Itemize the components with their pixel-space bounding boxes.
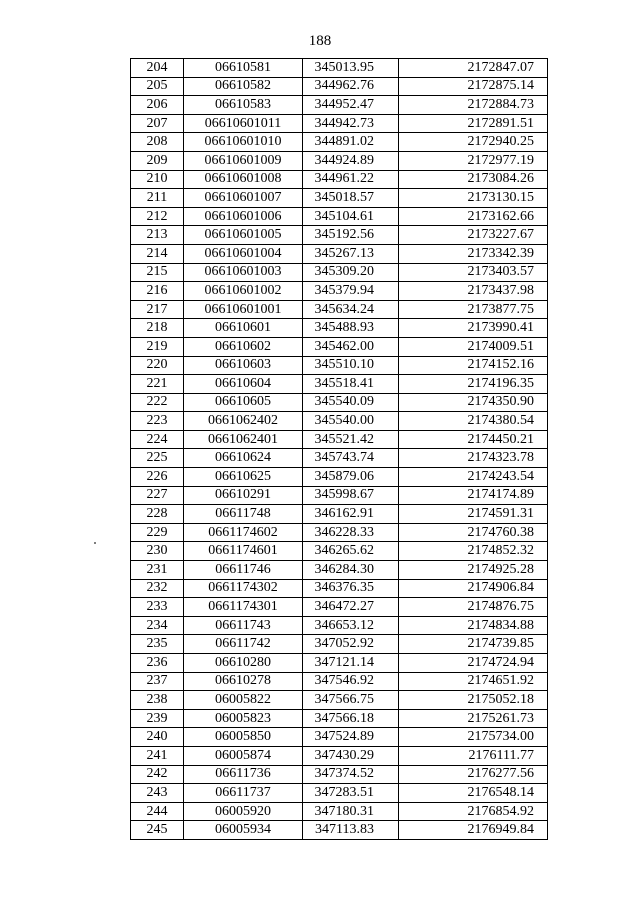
point-id-cell: 06610601011: [184, 114, 303, 133]
table-body: [131, 59, 548, 840]
point-number-cell: 233: [131, 598, 184, 617]
y-coordinate-cell: 2174852.32: [399, 542, 548, 561]
y-coordinate-cell: 2174380.54: [399, 412, 548, 431]
y-coordinate-cell: 2174591.31: [399, 505, 548, 524]
point-id-cell: 06610582: [184, 77, 303, 96]
point-number-cell: 234: [131, 616, 184, 635]
point-id-cell: 0661174601: [184, 542, 303, 561]
y-coordinate-cell: 2172847.07: [399, 59, 548, 78]
y-coordinate-cell: 2174196.35: [399, 375, 548, 394]
point-number-cell: 209: [131, 151, 184, 170]
point-number-cell: 213: [131, 226, 184, 245]
table-row: [131, 616, 548, 635]
table-row: [131, 709, 548, 728]
point-number-cell: 236: [131, 654, 184, 673]
table-row: [131, 821, 548, 840]
y-coordinate-cell: 2173227.67: [399, 226, 548, 245]
table-row: [131, 561, 548, 580]
table-row: [131, 114, 548, 133]
point-id-cell: 06611742: [184, 635, 303, 654]
table-row: [131, 672, 548, 691]
x-coordinate-cell: 347113.83: [303, 821, 399, 840]
table-row: [131, 263, 548, 282]
y-coordinate-cell: 2173403.57: [399, 263, 548, 282]
table-row: [131, 523, 548, 542]
y-coordinate-cell: 2176548.14: [399, 784, 548, 803]
x-coordinate-cell: 347121.14: [303, 654, 399, 673]
y-coordinate-cell: 2174152.16: [399, 356, 548, 375]
table-row: [131, 430, 548, 449]
page-number: 188: [308, 33, 332, 49]
x-coordinate-cell: 347430.29: [303, 746, 399, 765]
table-row: [131, 337, 548, 356]
point-id-cell: 06610581: [184, 59, 303, 78]
point-number-cell: 245: [131, 821, 184, 840]
y-coordinate-cell: 2174174.89: [399, 486, 548, 505]
table-row: [131, 170, 548, 189]
table-row: [131, 393, 548, 412]
table-row: [131, 802, 548, 821]
y-coordinate-cell: 2174760.38: [399, 523, 548, 542]
table-row: [131, 486, 548, 505]
point-number-cell: 211: [131, 189, 184, 208]
point-id-cell: 06610601007: [184, 189, 303, 208]
y-coordinate-cell: 2174724.94: [399, 654, 548, 673]
point-number-cell: 240: [131, 728, 184, 747]
y-coordinate-cell: 2174925.28: [399, 561, 548, 580]
table-row: [131, 77, 548, 96]
point-id-cell: 06611743: [184, 616, 303, 635]
x-coordinate-cell: 345998.67: [303, 486, 399, 505]
table-row: [131, 542, 548, 561]
table-row: [131, 765, 548, 784]
point-id-cell: 0661174302: [184, 579, 303, 598]
point-number-cell: 221: [131, 375, 184, 394]
y-coordinate-cell: 2175052.18: [399, 691, 548, 710]
table-row: [131, 635, 548, 654]
y-coordinate-cell: 2173084.26: [399, 170, 548, 189]
point-id-cell: 06610601003: [184, 263, 303, 282]
point-id-cell: 06610601005: [184, 226, 303, 245]
point-id-cell: 06610601004: [184, 244, 303, 263]
point-number-cell: 220: [131, 356, 184, 375]
x-coordinate-cell: 344942.73: [303, 114, 399, 133]
point-id-cell: 06610601001: [184, 300, 303, 319]
x-coordinate-cell: 346265.62: [303, 542, 399, 561]
table-row: [131, 151, 548, 170]
point-id-cell: 06610278: [184, 672, 303, 691]
x-coordinate-cell: 345879.06: [303, 468, 399, 487]
y-coordinate-cell: 2175734.00: [399, 728, 548, 747]
x-coordinate-cell: 345462.00: [303, 337, 399, 356]
point-number-cell: 228: [131, 505, 184, 524]
table-row: [131, 654, 548, 673]
x-coordinate-cell: 345267.13: [303, 244, 399, 263]
point-number-cell: 237: [131, 672, 184, 691]
point-number-cell: 225: [131, 449, 184, 468]
point-number-cell: 232: [131, 579, 184, 598]
point-id-cell: 06611746: [184, 561, 303, 580]
x-coordinate-cell: 345634.24: [303, 300, 399, 319]
table-row: [131, 356, 548, 375]
point-id-cell: 06610601002: [184, 282, 303, 301]
y-coordinate-cell: 2176949.84: [399, 821, 548, 840]
point-number-cell: 224: [131, 430, 184, 449]
x-coordinate-cell: 347546.92: [303, 672, 399, 691]
point-number-cell: 212: [131, 207, 184, 226]
y-coordinate-cell: 2174906.84: [399, 579, 548, 598]
table-row: [131, 784, 548, 803]
point-number-cell: 243: [131, 784, 184, 803]
x-coordinate-cell: 345510.10: [303, 356, 399, 375]
point-id-cell: 06610601008: [184, 170, 303, 189]
point-id-cell: 0661174301: [184, 598, 303, 617]
point-id-cell: 06005874: [184, 746, 303, 765]
point-id-cell: 06005934: [184, 821, 303, 840]
y-coordinate-cell: 2174739.85: [399, 635, 548, 654]
table-row: [131, 226, 548, 245]
point-id-cell: 06005920: [184, 802, 303, 821]
point-number-cell: 242: [131, 765, 184, 784]
x-coordinate-cell: 347052.92: [303, 635, 399, 654]
point-id-cell: 06610603: [184, 356, 303, 375]
y-coordinate-cell: 2174243.54: [399, 468, 548, 487]
y-coordinate-cell: 2174009.51: [399, 337, 548, 356]
point-id-cell: 06610583: [184, 96, 303, 115]
point-number-cell: 205: [131, 77, 184, 96]
point-id-cell: 0661174602: [184, 523, 303, 542]
point-number-cell: 217: [131, 300, 184, 319]
coordinate-table: [130, 58, 548, 840]
point-id-cell: 06611748: [184, 505, 303, 524]
y-coordinate-cell: 2176111.77: [399, 746, 548, 765]
point-id-cell: 06610602: [184, 337, 303, 356]
point-id-cell: 06611736: [184, 765, 303, 784]
point-number-cell: 229: [131, 523, 184, 542]
point-id-cell: 06610280: [184, 654, 303, 673]
table-row: [131, 468, 548, 487]
point-id-cell: 0661062402: [184, 412, 303, 431]
point-number-cell: 226: [131, 468, 184, 487]
x-coordinate-cell: 344952.47: [303, 96, 399, 115]
table-row: [131, 133, 548, 152]
table-row: [131, 244, 548, 263]
point-number-cell: 235: [131, 635, 184, 654]
point-id-cell: 06005823: [184, 709, 303, 728]
x-coordinate-cell: 345379.94: [303, 282, 399, 301]
x-coordinate-cell: 347566.75: [303, 691, 399, 710]
point-id-cell: 06610625: [184, 468, 303, 487]
x-coordinate-cell: 346653.12: [303, 616, 399, 635]
table-row: [131, 728, 548, 747]
table-row: [131, 449, 548, 468]
point-number-cell: 223: [131, 412, 184, 431]
stray-mark: [94, 542, 96, 544]
y-coordinate-cell: 2174876.75: [399, 598, 548, 617]
y-coordinate-cell: 2173877.75: [399, 300, 548, 319]
point-number-cell: 219: [131, 337, 184, 356]
point-number-cell: 241: [131, 746, 184, 765]
point-number-cell: 210: [131, 170, 184, 189]
table-row: [131, 691, 548, 710]
x-coordinate-cell: 345192.56: [303, 226, 399, 245]
x-coordinate-cell: 345309.20: [303, 263, 399, 282]
y-coordinate-cell: 2173130.15: [399, 189, 548, 208]
point-id-cell: 06610601009: [184, 151, 303, 170]
table-row: [131, 96, 548, 115]
point-number-cell: 227: [131, 486, 184, 505]
table-row: [131, 319, 548, 338]
y-coordinate-cell: 2174651.92: [399, 672, 548, 691]
point-id-cell: 06610624: [184, 449, 303, 468]
point-number-cell: 244: [131, 802, 184, 821]
y-coordinate-cell: 2173162.66: [399, 207, 548, 226]
y-coordinate-cell: 2176854.92: [399, 802, 548, 821]
x-coordinate-cell: 344962.76: [303, 77, 399, 96]
table-row: [131, 412, 548, 431]
point-number-cell: 208: [131, 133, 184, 152]
y-coordinate-cell: 2172940.25: [399, 133, 548, 152]
x-coordinate-cell: 345540.00: [303, 412, 399, 431]
x-coordinate-cell: 346228.33: [303, 523, 399, 542]
y-coordinate-cell: 2172977.19: [399, 151, 548, 170]
point-number-cell: 206: [131, 96, 184, 115]
x-coordinate-cell: 346472.27: [303, 598, 399, 617]
x-coordinate-cell: 347374.52: [303, 765, 399, 784]
point-number-cell: 214: [131, 244, 184, 263]
x-coordinate-cell: 345540.09: [303, 393, 399, 412]
point-number-cell: 216: [131, 282, 184, 301]
x-coordinate-cell: 345518.41: [303, 375, 399, 394]
point-id-cell: 06610601010: [184, 133, 303, 152]
y-coordinate-cell: 2175261.73: [399, 709, 548, 728]
y-coordinate-cell: 2173342.39: [399, 244, 548, 263]
point-id-cell: 06005822: [184, 691, 303, 710]
x-coordinate-cell: 345743.74: [303, 449, 399, 468]
table-row: [131, 375, 548, 394]
x-coordinate-cell: 346376.35: [303, 579, 399, 598]
point-number-cell: 204: [131, 59, 184, 78]
point-id-cell: 06610601006: [184, 207, 303, 226]
y-coordinate-cell: 2176277.56: [399, 765, 548, 784]
x-coordinate-cell: 344924.89: [303, 151, 399, 170]
y-coordinate-cell: 2172891.51: [399, 114, 548, 133]
point-id-cell: 0661062401: [184, 430, 303, 449]
x-coordinate-cell: 345488.93: [303, 319, 399, 338]
table-row: [131, 189, 548, 208]
point-id-cell: 06610291: [184, 486, 303, 505]
table-row: [131, 746, 548, 765]
y-coordinate-cell: 2172884.73: [399, 96, 548, 115]
y-coordinate-cell: 2174323.78: [399, 449, 548, 468]
table-row: [131, 579, 548, 598]
x-coordinate-cell: 346162.91: [303, 505, 399, 524]
x-coordinate-cell: 347283.51: [303, 784, 399, 803]
table-row: [131, 282, 548, 301]
point-number-cell: 218: [131, 319, 184, 338]
y-coordinate-cell: 2173990.41: [399, 319, 548, 338]
y-coordinate-cell: 2174350.90: [399, 393, 548, 412]
table-row: [131, 300, 548, 319]
point-id-cell: 06611737: [184, 784, 303, 803]
x-coordinate-cell: 347566.18: [303, 709, 399, 728]
point-id-cell: 06610601: [184, 319, 303, 338]
x-coordinate-cell: 345018.57: [303, 189, 399, 208]
point-number-cell: 215: [131, 263, 184, 282]
x-coordinate-cell: 345104.61: [303, 207, 399, 226]
y-coordinate-cell: 2172875.14: [399, 77, 548, 96]
x-coordinate-cell: 345521.42: [303, 430, 399, 449]
table-row: [131, 505, 548, 524]
x-coordinate-cell: 344891.02: [303, 133, 399, 152]
x-coordinate-cell: 344961.22: [303, 170, 399, 189]
y-coordinate-cell: 2174450.21: [399, 430, 548, 449]
point-number-cell: 231: [131, 561, 184, 580]
table-row: [131, 598, 548, 617]
point-id-cell: 06005850: [184, 728, 303, 747]
point-number-cell: 239: [131, 709, 184, 728]
point-number-cell: 230: [131, 542, 184, 561]
table-row: [131, 59, 548, 78]
point-id-cell: 06610605: [184, 393, 303, 412]
point-number-cell: 222: [131, 393, 184, 412]
x-coordinate-cell: 345013.95: [303, 59, 399, 78]
y-coordinate-cell: 2174834.88: [399, 616, 548, 635]
x-coordinate-cell: 347180.31: [303, 802, 399, 821]
point-id-cell: 06610604: [184, 375, 303, 394]
y-coordinate-cell: 2173437.98: [399, 282, 548, 301]
point-number-cell: 238: [131, 691, 184, 710]
x-coordinate-cell: 346284.30: [303, 561, 399, 580]
x-coordinate-cell: 347524.89: [303, 728, 399, 747]
point-number-cell: 207: [131, 114, 184, 133]
table-row: [131, 207, 548, 226]
